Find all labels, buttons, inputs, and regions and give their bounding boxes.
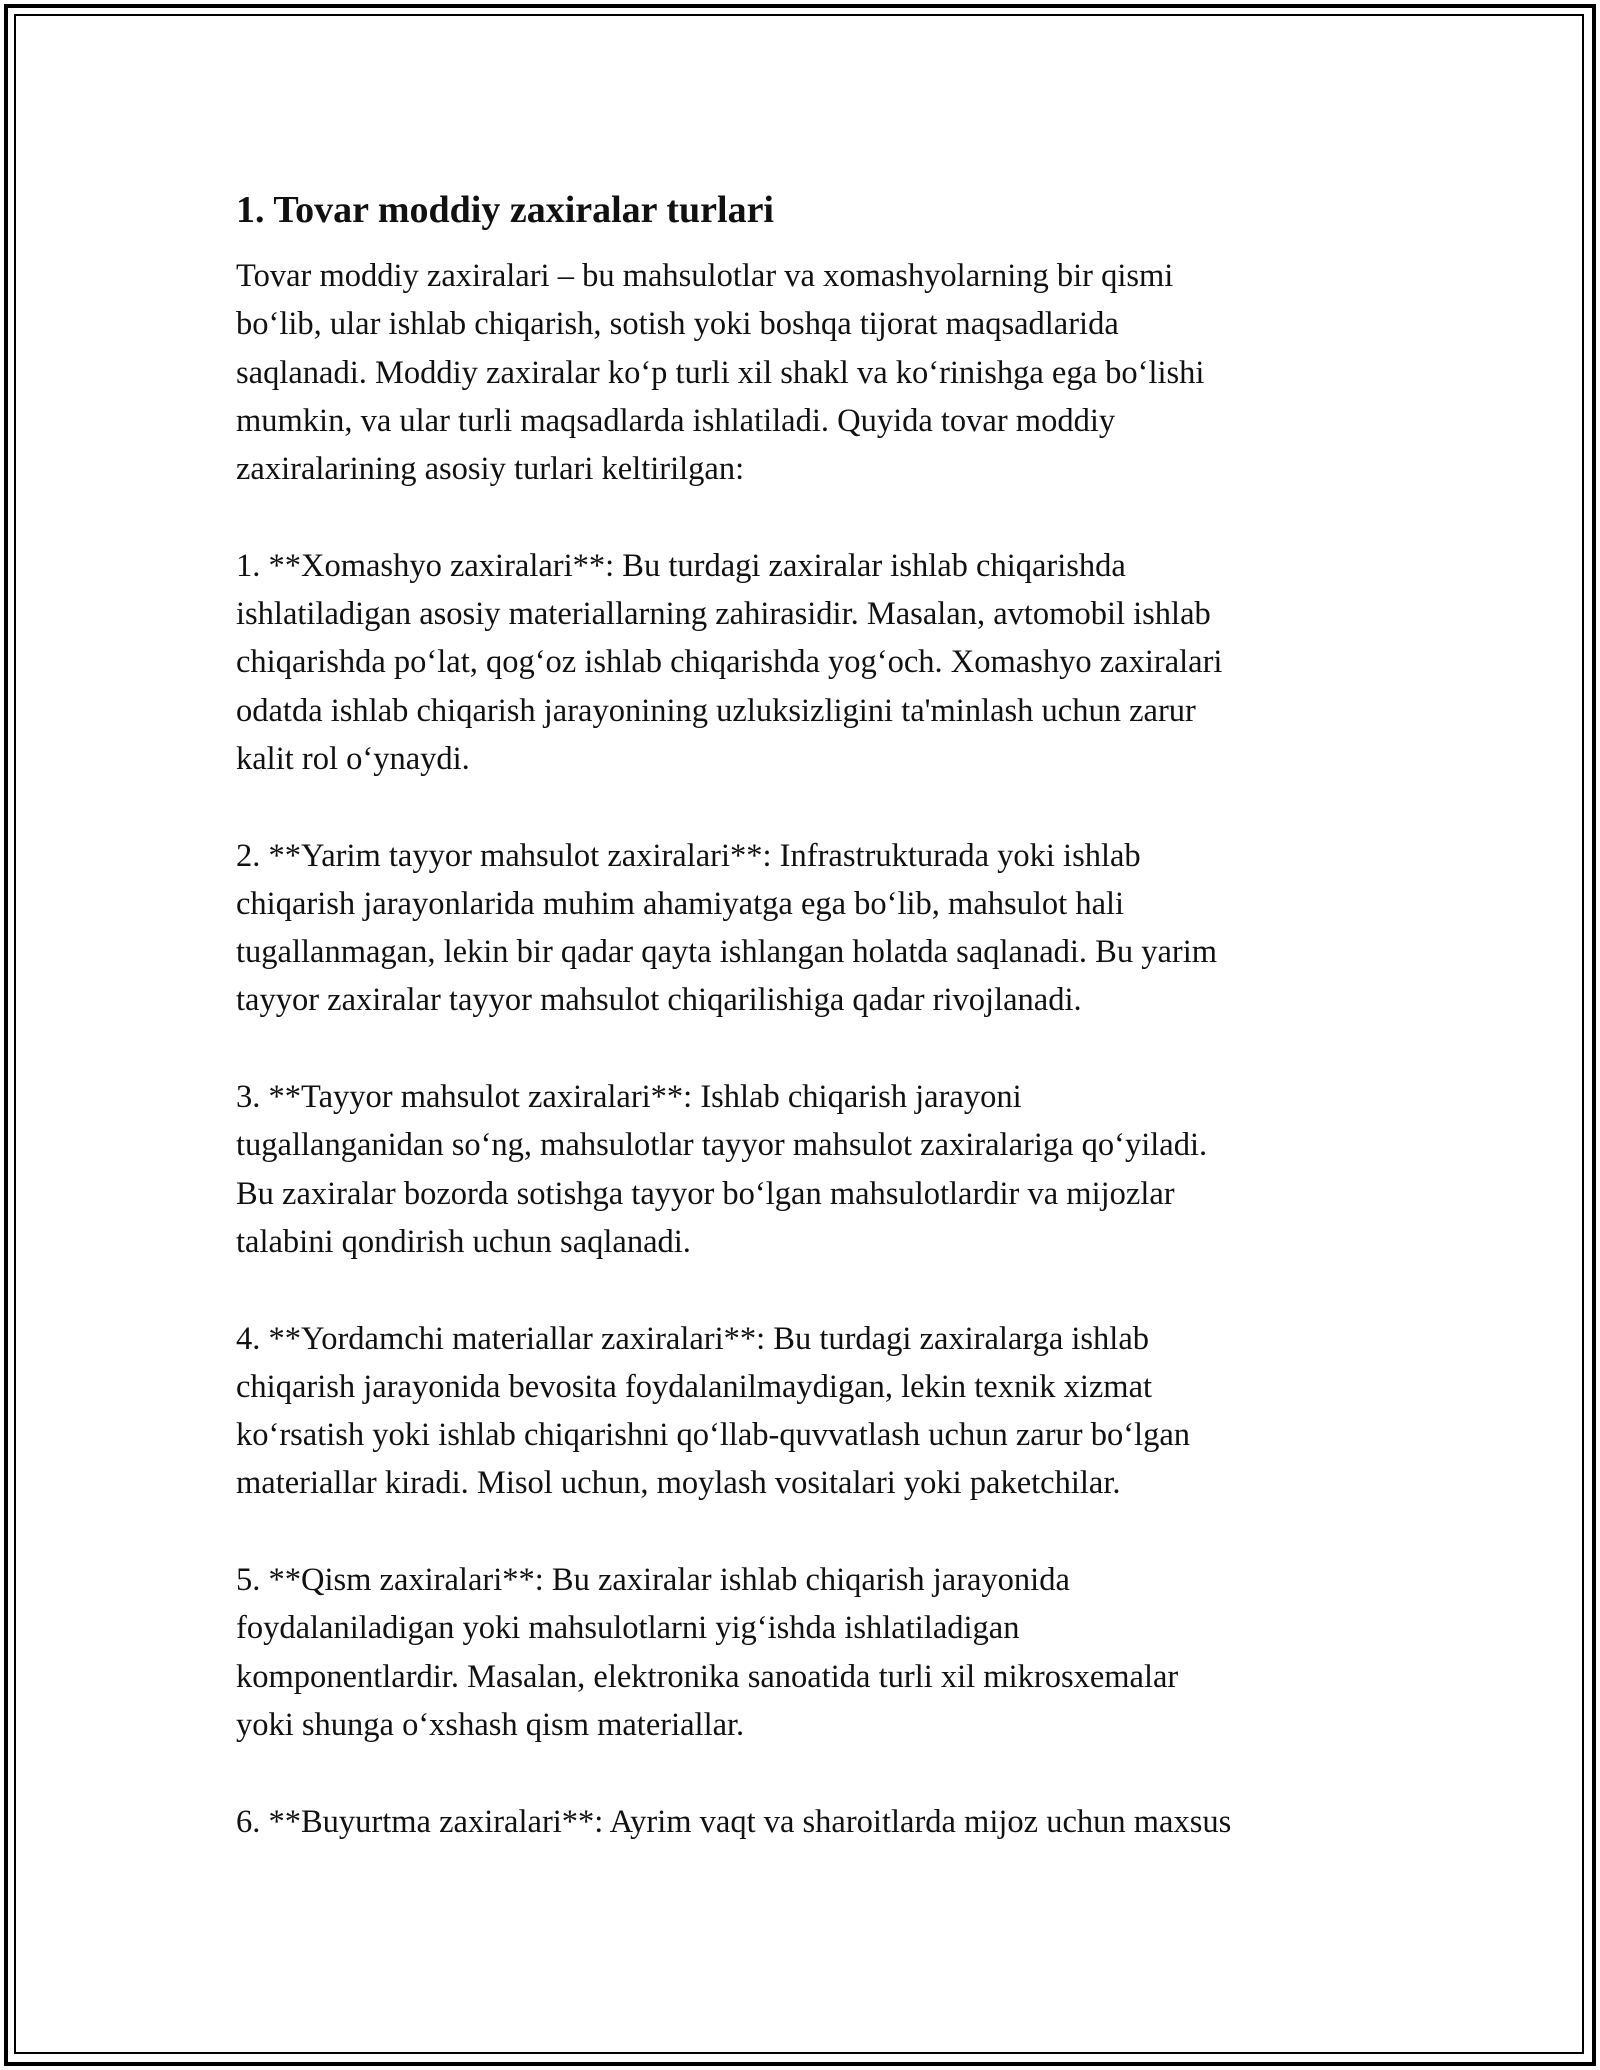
text-line: 3. **Tayyor mahsulot zaxiralari**: Ishlab chiqarish jarayoni <box>236 1079 1022 1116</box>
list-item-raw-materials <box>236 542 1386 783</box>
document-body <box>236 186 1386 1894</box>
text-line: chiqarish jarayonida bevosita foydalanilmaydigan, lekin texnik xizmat <box>236 1368 1153 1405</box>
text-line: bo‘lib, ular ishlab chiqarish, sotish yoki boshqa tijorat maqsadlarida <box>236 306 1119 343</box>
text-line: odatda ishlab chiqarish jarayonining uzluksizligini ta'minlash uchun zarur <box>236 692 1196 729</box>
list-item-parts <box>236 1556 1386 1749</box>
text-line: Bu zaxiralar bozorda sotishga tayyor bo‘lgan mahsulotlardir va mijozlar <box>236 1175 1175 1212</box>
text-line: mumkin, va ular turli maqsadlarda ishlatiladi. Quyida tovar moddiy <box>236 402 1116 439</box>
text-line: talabini qondirish uchun saqlanadi. <box>236 1223 691 1260</box>
text-line: chiqarish jarayonlarida muhim ahamiyatga ega bo‘lib, mahsulot hali <box>236 885 1125 922</box>
text-line: 5. **Qism zaxiralari**: Bu zaxiralar ishlab chiqarish jarayonida <box>236 1562 1070 1599</box>
text-line: 6. **Buyurtma zaxiralari**: Ayrim vaqt va sharoitlarda mijoz uchun maxsus <box>236 1803 1232 1840</box>
list-item-finished-goods <box>236 1073 1386 1266</box>
text-line: foydalaniladigan yoki mahsulotlarni yig‘ishda ishlatiladigan <box>236 1610 1020 1647</box>
list-item-auxiliary-materials <box>236 1315 1386 1508</box>
text-line: yoki shunga o‘xshash qism materiallar. <box>236 1706 745 1743</box>
text-line: komponentlardir. Masalan, elektronika sanoatida turli xil mikrosxemalar <box>236 1658 1179 1695</box>
intro-paragraph <box>236 252 1386 493</box>
text-line: saqlanadi. Moddiy zaxiralar ko‘p turli xil shakl va ko‘rinishga ega bo‘lishi <box>236 354 1205 391</box>
text-line: tugallanmagan, lekin bir qadar qayta ishlangan holatda saqlanadi. Bu yarim <box>236 934 1218 971</box>
text-line: 4. **Yordamchi materiallar zaxiralari**: Bu turdagi zaxiralarga ishlab <box>236 1320 1150 1357</box>
text-line: tugallanganidan so‘ng, mahsulotlar tayyor mahsulot zaxiralariga qo‘yiladi. <box>236 1127 1208 1164</box>
text-line: 2. **Yarim tayyor mahsulot zaxiralari**: Infrastrukturada yoki ishlab <box>236 837 1141 874</box>
text-line: zaxiralarining asosiy turlari keltirilgan: <box>236 451 745 488</box>
text-line: tayyor zaxiralar tayyor mahsulot chiqarilishiga qadar rivojlanadi. <box>236 982 1082 1019</box>
list-item-orders <box>236 1798 1386 1846</box>
list-item-semi-finished <box>236 832 1386 1025</box>
text-line: materiallar kiradi. Misol uchun, moylash vositalari yoki paketchilar. <box>236 1465 1121 1502</box>
section-heading: 1. Tovar moddiy zaxiralar turlari <box>236 189 774 231</box>
text-line: ishlatiladigan asosiy materiallarning zahirasidir. Masalan, avtomobil ishlab <box>236 596 1211 633</box>
text-line: chiqarishda po‘lat, qog‘oz ishlab chiqarishda yog‘och. Xomashyo zaxiralari <box>236 644 1223 681</box>
text-line: 1. **Xomashyo zaxiralari**: Bu turdagi zaxiralar ishlab chiqarishda <box>236 547 1126 584</box>
text-line: Tovar moddiy zaxiralari – bu mahsulotlar va xomashyolarning bir qismi <box>236 258 1174 294</box>
text-line: kalit rol o‘ynaydi. <box>236 740 470 777</box>
text-line: ko‘rsatish yoki ishlab chiqarishni qo‘llab-quvvatlash uchun zarur bo‘lgan <box>236 1417 1191 1454</box>
